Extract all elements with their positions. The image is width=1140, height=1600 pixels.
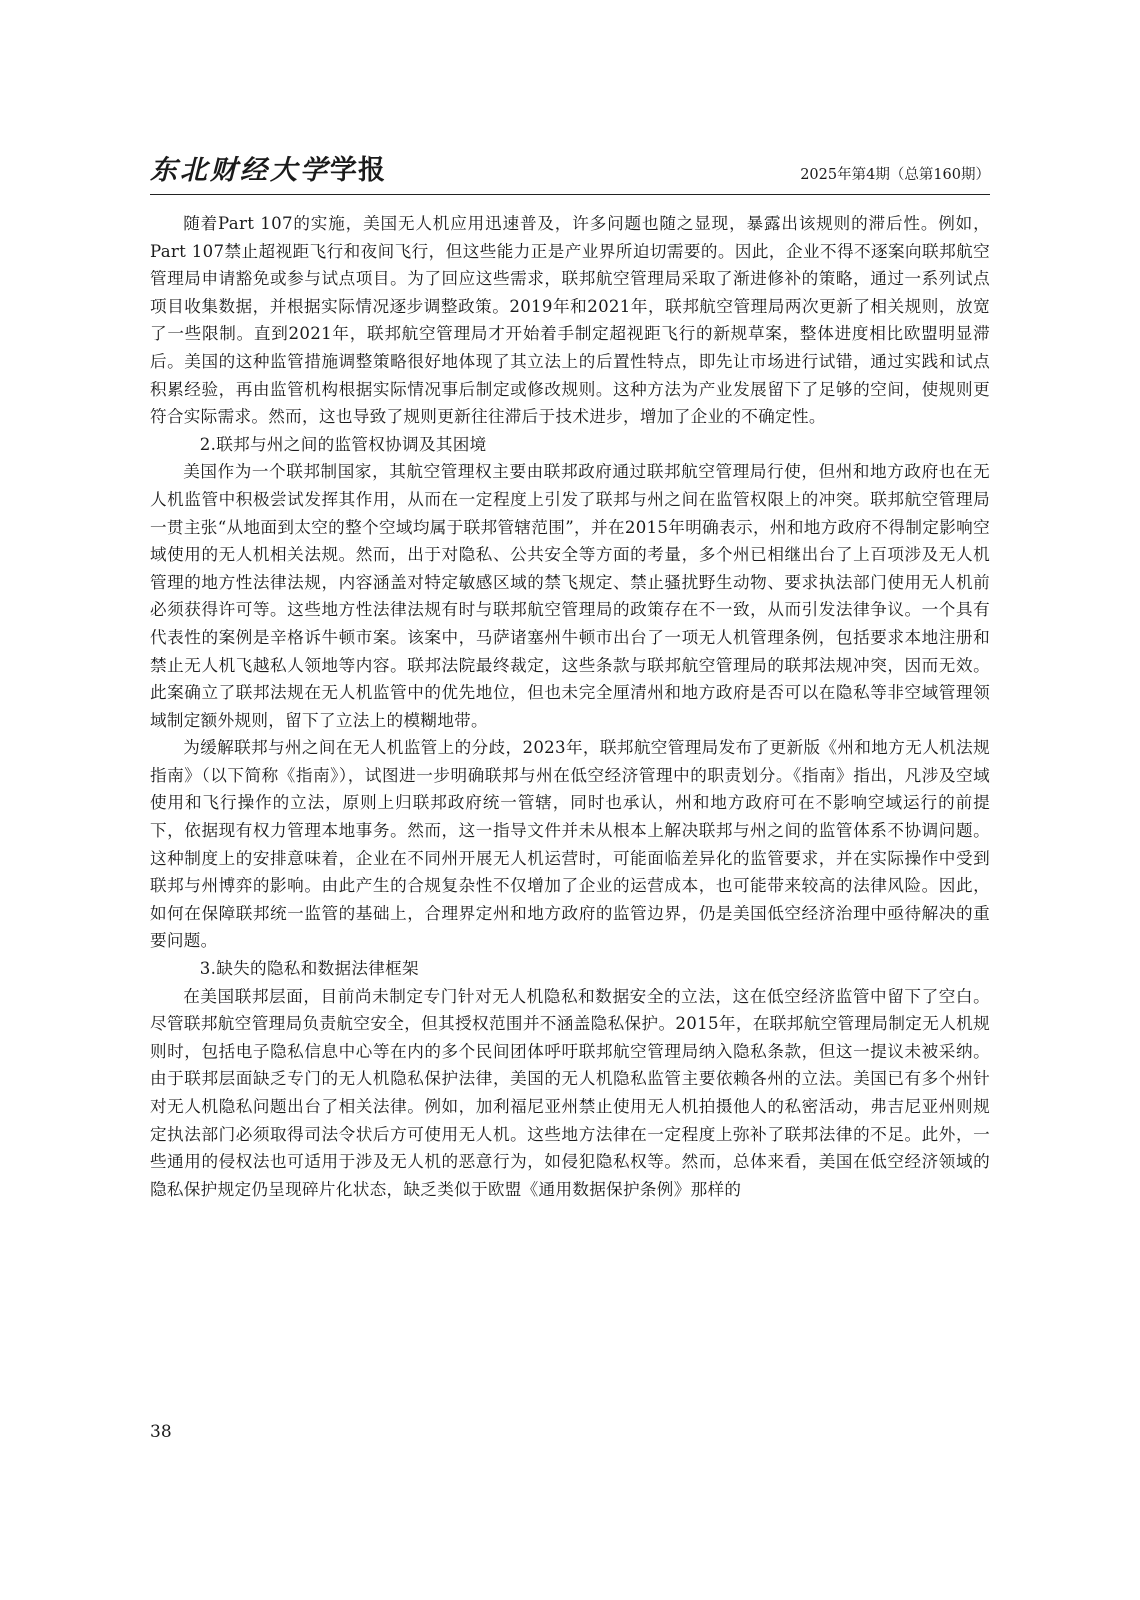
paragraph: 美国作为一个联邦制国家，其航空管理权主要由联邦政府通过联邦航空管理局行使，但州和地方政府也在无人机监管中积极尝试发挥其作用，从而在一定程度上引发了联邦与州之间在监管权限上的冲突。联邦航空管理局一贯主张“从地面到太空的整个空域均属于联邦管辖范围”，并在2015年明确表示，州和地方政府不得制定影响空域使用的无人机相关法规。然而，出于对隐私、公共安全等方面的考量，多个州已相继出台了上百项涉及无人机管理的地方性法律法规，内容涵盖对特定敏感区域的禁飞规定、禁止骚扰野生动物、要求执法部门使用无人机前必须获得许可等。这些地方性法律法规有时与联邦航空管理局的政策存在不一致，从而引发法律争议。一个具有代表性的案例是辛格诉牛顿市案。该案中，马萨诸塞州牛顿市出台了一项无人机管理条例，包括要求本地注册和禁止无人机飞越私人领地等内容。联邦法院最终裁定，这些条款与联邦航空管理局的联邦法规冲突，因而无效。此案确立了联邦法规在无人机监管中的优先地位，但也未完全厘清州和地方政府是否可以在隐私等非空域管理领域制定额外规则，留下了立法上的模糊地带。 (150, 462, 990, 730)
paragraph: 为缓解联邦与州之间在无人机监管上的分歧，2023年，联邦航空管理局发布了更新版《州和地方无人机法规指南》（以下简称《指南》），试图进一步明确联邦与州在低空经济管理中的职责划分。《指南》指出，凡涉及空域使用和飞行操作的立法，原则上归联邦政府统一管辖，同时也承认，州和地方政府可在不影响空域运行的前提下，依据现有权力管理本地事务。然而，这一指导文件并未从根本上解决联邦与州之间的监管体系不协调问题。这种制度上的安排意味着，企业在不同州开展无人机运营时，可能面临差异化的监管要求，并在实际操作中受到联邦与州博弈的影响。由此产生的合规复杂性不仅增加了企业的运营成本，也可能带来较高的法律风险。因此，如何在保障联邦统一监管的基础上，合理界定州和地方政府的监管边界，仍是美国低空经济治理中亟待解决的重要问题。 (150, 738, 990, 951)
page-number: 38 (150, 1422, 172, 1442)
section-subheading: 3.缺失的隐私和数据法律框架 (199, 959, 419, 979)
paragraph: 在美国联邦层面，目前尚未制定专门针对无人机隐私和数据安全的立法，这在低空经济监管中留下了空白。尽管联邦航空管理局负责航空安全，但其授权范围并不涵盖隐私保护。2015年，在联邦航空管理局制定无人机规则时，包括电子隐私信息中心等在内的多个民间团体呼吁联邦航空管理局纳入隐私条款，但这一提议未被采纳。由于联邦层面缺乏专门的无人机隐私保护法律，美国的无人机隐私监管主要依赖各州的立法。美国已有多个州针对无人机隐私问题出台了相关法律。例如，加利福尼亚州禁止使用无人机拍摄他人的私密活动，弗吉尼亚州则规定执法部门必须取得司法令状后方可使用无人机。这些地方法律在一定程度上弥补了联邦法律的不足。此外，一些通用的侵权法也可适用于涉及无人机的恶意行为，如侵犯隐私权等。然而，总体来看，美国在低空经济领域的隐私保护规定仍呈现碎片化状态，缺乏类似于欧盟《通用数据保护条例》那样的 (150, 986, 990, 1199)
journal-title (150, 156, 386, 186)
issue-info: 2025年第4期（总第160期） (800, 167, 990, 183)
journal-suffix: 学报 (330, 155, 386, 186)
running-header (150, 156, 990, 192)
journal-brand-calligraphy: 东北财经大学 (150, 155, 330, 186)
section-subheading: 2.联邦与州之间的监管权协调及其困境 (199, 434, 487, 454)
header-rule (150, 194, 990, 195)
paragraph: 随着Part 107的实施，美国无人机应用迅速普及，许多问题也随之显现，暴露出该规则的滞后性。例如，Part 107禁止超视距飞行和夜间飞行，但这些能力正是产业界所迫切需要的。因此，企业不得不逐案向联邦航空管理局申请豁免或参与试点项目。为了回应这些需求，联邦航空管理局采取了渐进修补的策略，通过一系列试点项目收集数据，并根据实际情况逐步调整政策。2019年和2021年，联邦航空管理局两次更新了相关规则，放宽了一些限制。直到2021年，联邦航空管理局才开始着手制定超视距飞行的新规草案，整体进度相比欧盟明显滞后。美国的这种监管措施调整策略很好地体现了其立法上的后置性特点，即先让市场进行试错，通过实践和试点积累经验，再由监管机构根据实际情况事后制定或修改规则。这种方法为产业发展留下了足够的空间，使规则更符合实际需求。然而，这也导致了规则更新往往滞后于技术进步，增加了企业的不确定性。 (150, 214, 990, 427)
body-text (150, 210, 990, 1203)
